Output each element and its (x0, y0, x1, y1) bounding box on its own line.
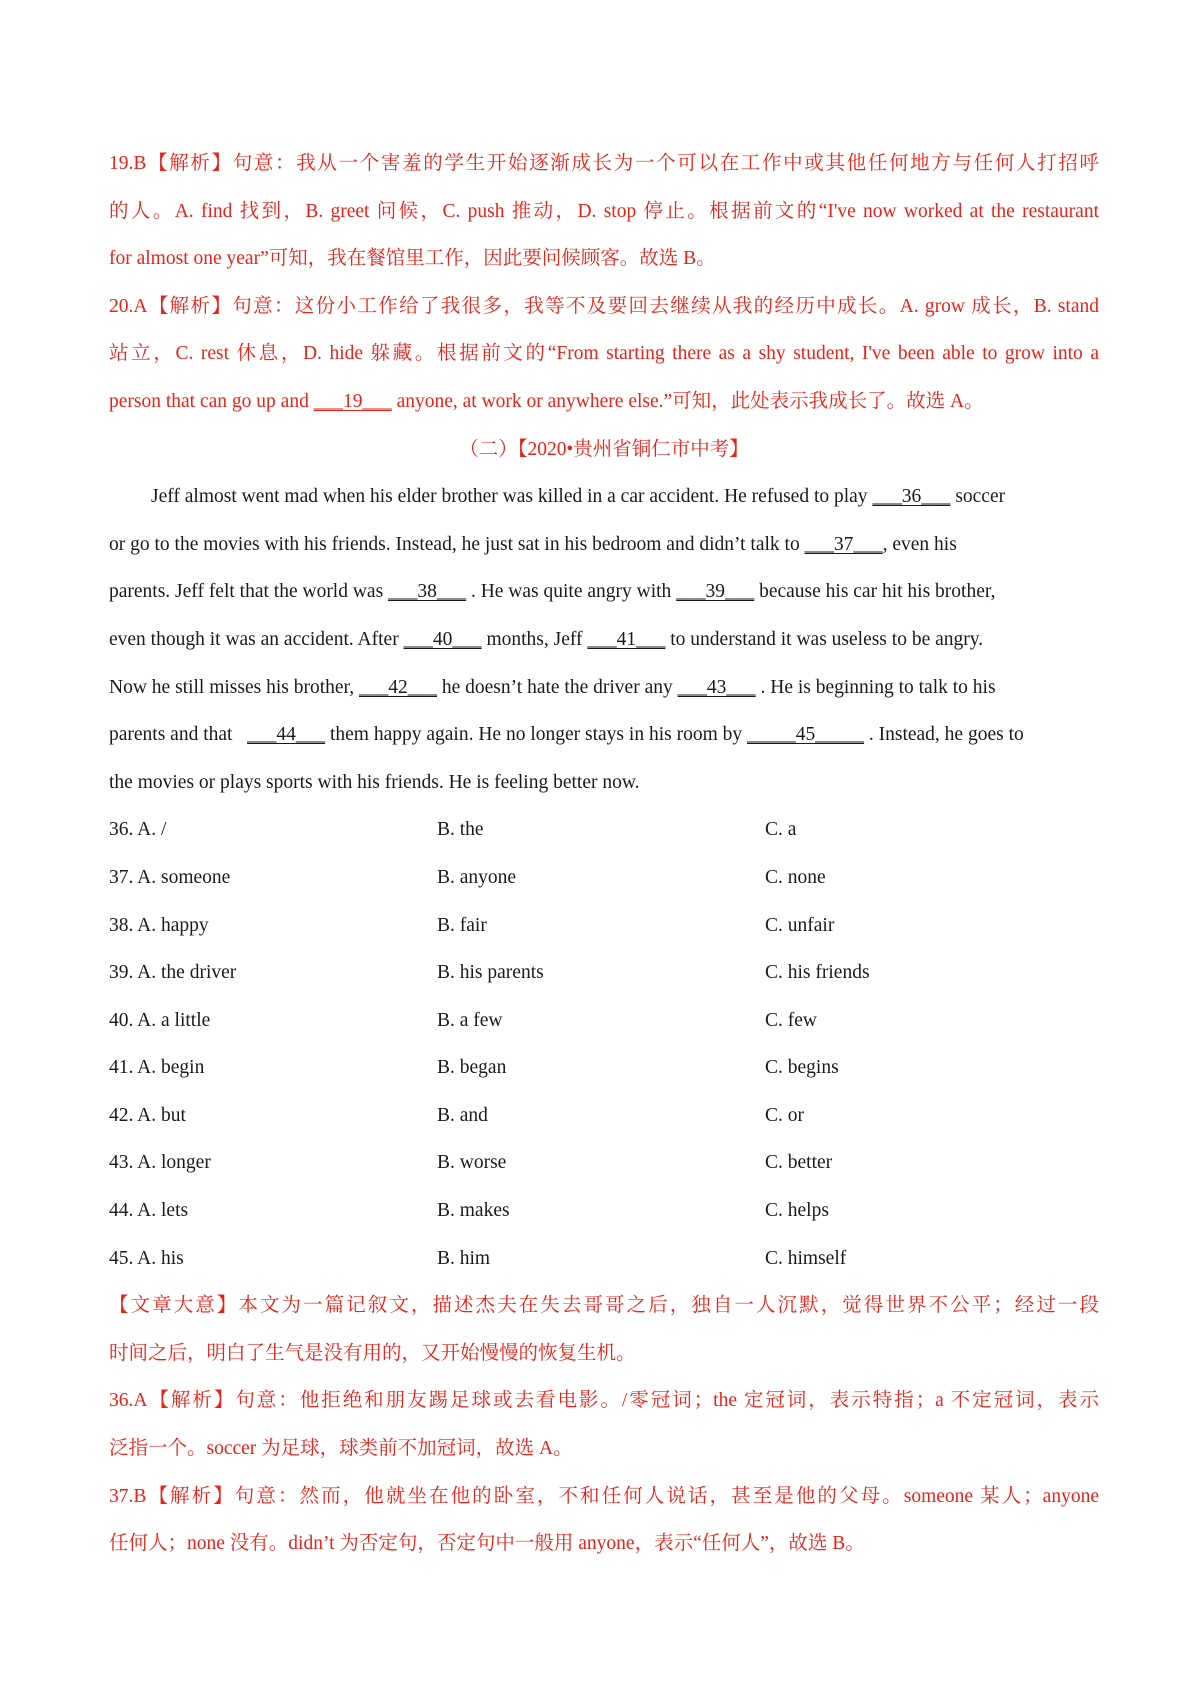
answer-19-line-3: for almost one year”可知，我在餐馆里工作，因此要问候顾客。故选 B。 (109, 248, 716, 270)
passage-text: soccer (950, 486, 1006, 508)
passage-text: he doesn’t hate the driver any (437, 676, 678, 698)
option-a: 37. A. someone (109, 866, 231, 888)
option-b: B. and (437, 1104, 488, 1126)
option-b: B. worse (437, 1152, 507, 1174)
blank-38: ___38___ (388, 581, 467, 603)
blank-44: ___44___ (247, 724, 326, 746)
answer-19-line-2: 的人。A. find 找到，B. greet 问候，C. push 推动，D. stop 停止。根据前文的“I've now worked at the restaurant (109, 200, 1099, 222)
option-a: 43. A. longer (109, 1152, 211, 1174)
blank-43: ___43___ (677, 676, 756, 698)
passage-line-4 (109, 616, 1099, 664)
option-c: C. his friends (765, 962, 870, 984)
option-a: 38. A. happy (109, 914, 209, 936)
option-row-43 (109, 1139, 1099, 1187)
passage-text: to understand it was useless to be angry. (665, 628, 984, 650)
answer-20-line-1: 20.A【解析】句意：这份小工作给了我很多，我等不及要回去继续从我的经历中成长。A. grow 成长，B. stand (109, 295, 1099, 317)
option-c: C. a (765, 819, 797, 841)
options-list (109, 806, 1099, 1282)
option-c: C. or (765, 1104, 804, 1126)
passage-text: . He is beginning to talk to his (755, 676, 996, 698)
blank-45: _____45_____ (746, 724, 864, 746)
answer-20-blank: ___19___ (313, 390, 392, 412)
option-c: C. few (765, 1009, 817, 1031)
option-row-38 (109, 902, 1099, 950)
option-a: 40. A. a little (109, 1009, 211, 1031)
option-c: C. himself (765, 1247, 847, 1269)
option-c: C. better (765, 1152, 833, 1174)
option-b: B. anyone (437, 866, 517, 888)
answer-36-line-1: 36.A【解析】句意：他拒绝和朋友踢足球或去看电影。/零冠词；the 定冠词，表示特指；a 不定冠词，表示 (109, 1390, 1099, 1412)
passage-text: Jeff almost went mad when his elder brother was killed in a car accident. He refused to play (151, 486, 873, 508)
passage-line-6 (109, 711, 1099, 759)
option-b: B. the (437, 819, 484, 841)
document-page (109, 140, 1099, 1568)
blank-39: ___39___ (676, 581, 755, 603)
option-b: B. his parents (437, 962, 544, 984)
passage-text: parents. Jeff felt that the world was (109, 581, 389, 603)
passage-text: them happy again. He no longer stays in his room by (325, 724, 747, 746)
option-a: 41. A. begin (109, 1057, 205, 1079)
passage-line-5 (109, 664, 1099, 712)
option-row-41 (109, 1044, 1099, 1092)
option-row-36 (109, 806, 1099, 854)
blank-37: ___37___ (804, 533, 883, 555)
passage-line-1 (109, 473, 1099, 521)
option-b: B. makes (437, 1200, 510, 1222)
answer-36-line-2: 泛指一个。soccer 为足球，球类前不加冠词，故选 A。 (109, 1438, 573, 1460)
passage-text: even though it was an accident. After (109, 628, 404, 650)
blank-40: ___40___ (403, 628, 482, 650)
summary-line-2: 时间之后，明白了生气是没有用的，又开始慢慢的恢复生机。 (109, 1342, 636, 1364)
blank-41: ___41___ (587, 628, 666, 650)
summary-line-1: 【文章大意】本文为一篇记叙文，描述杰夫在失去哥哥之后，独自一人沉默，觉得世界不公平；经过一段 (109, 1295, 1099, 1317)
passage-text: , even his (882, 533, 957, 555)
option-row-39 (109, 949, 1099, 997)
option-a: 36. A. / (109, 819, 167, 841)
passage-text: . Instead, he goes to (863, 724, 1024, 746)
option-c: C. none (765, 866, 826, 888)
passage-text: because his car hit his brother, (754, 581, 996, 603)
answer-37-line-1: 37.B【解析】句意：然而，他就坐在他的卧室，不和任何人说话，甚至是他的父母。someone 某人；anyone (109, 1485, 1099, 1507)
answer-20-line-2: 站立，C. rest 休息，D. hide 躲藏。根据前文的“From starting there as a shy student, I've been able to grow into a (109, 343, 1099, 365)
option-row-37 (109, 854, 1099, 902)
passage-text: or go to the movies with his friends. Instead, he just sat in his bedroom and didn’t talk to (109, 533, 805, 555)
passage-line-3 (109, 568, 1099, 616)
option-b: B. a few (437, 1009, 503, 1031)
answer-20-pre: person that can go up and (109, 390, 314, 412)
option-row-44 (109, 1187, 1099, 1235)
option-row-40 (109, 997, 1099, 1045)
passage-line-7: the movies or plays sports with his friends. He is feeling better now. (109, 771, 640, 793)
option-row-45 (109, 1235, 1099, 1283)
option-b: B. him (437, 1247, 491, 1269)
passage-text: parents and that (109, 724, 248, 746)
answer-20-post: anyone, at work or anywhere else.”可知，此处表示我成长了。故选 A。 (391, 390, 984, 412)
option-a: 45. A. his (109, 1247, 184, 1269)
option-a: 39. A. the driver (109, 962, 237, 984)
option-row-42 (109, 1092, 1099, 1140)
passage-text: . He was quite angry with (466, 581, 677, 603)
option-b: B. fair (437, 914, 487, 936)
answer-20-line-3 (109, 378, 1099, 426)
answer-37-line-2: 任何人；none 没有。didn’t 为否定句，否定句中一般用 anyone，表示“任何人”，故选 B。 (109, 1533, 865, 1555)
passage-text: Now he still misses his brother, (109, 676, 359, 698)
answer-19-line-1: 19.B【解析】句意：我从一个害羞的学生开始逐渐成长为一个可以在工作中或其他任何地方与任何人打招呼 (109, 153, 1099, 174)
option-a: 42. A. but (109, 1104, 186, 1126)
blank-36: ___36___ (872, 486, 951, 508)
option-b: B. began (437, 1057, 507, 1079)
option-c: C. begins (765, 1057, 839, 1079)
section-title: （二）【2020•贵州省铜仁市中考】 (459, 438, 749, 460)
option-c: C. unfair (765, 914, 835, 936)
passage-text: months, Jeff (481, 628, 588, 650)
blank-42: ___42___ (359, 676, 437, 698)
passage-line-2 (109, 521, 1099, 569)
option-c: C. helps (765, 1200, 829, 1222)
option-a: 44. A. lets (109, 1200, 189, 1222)
